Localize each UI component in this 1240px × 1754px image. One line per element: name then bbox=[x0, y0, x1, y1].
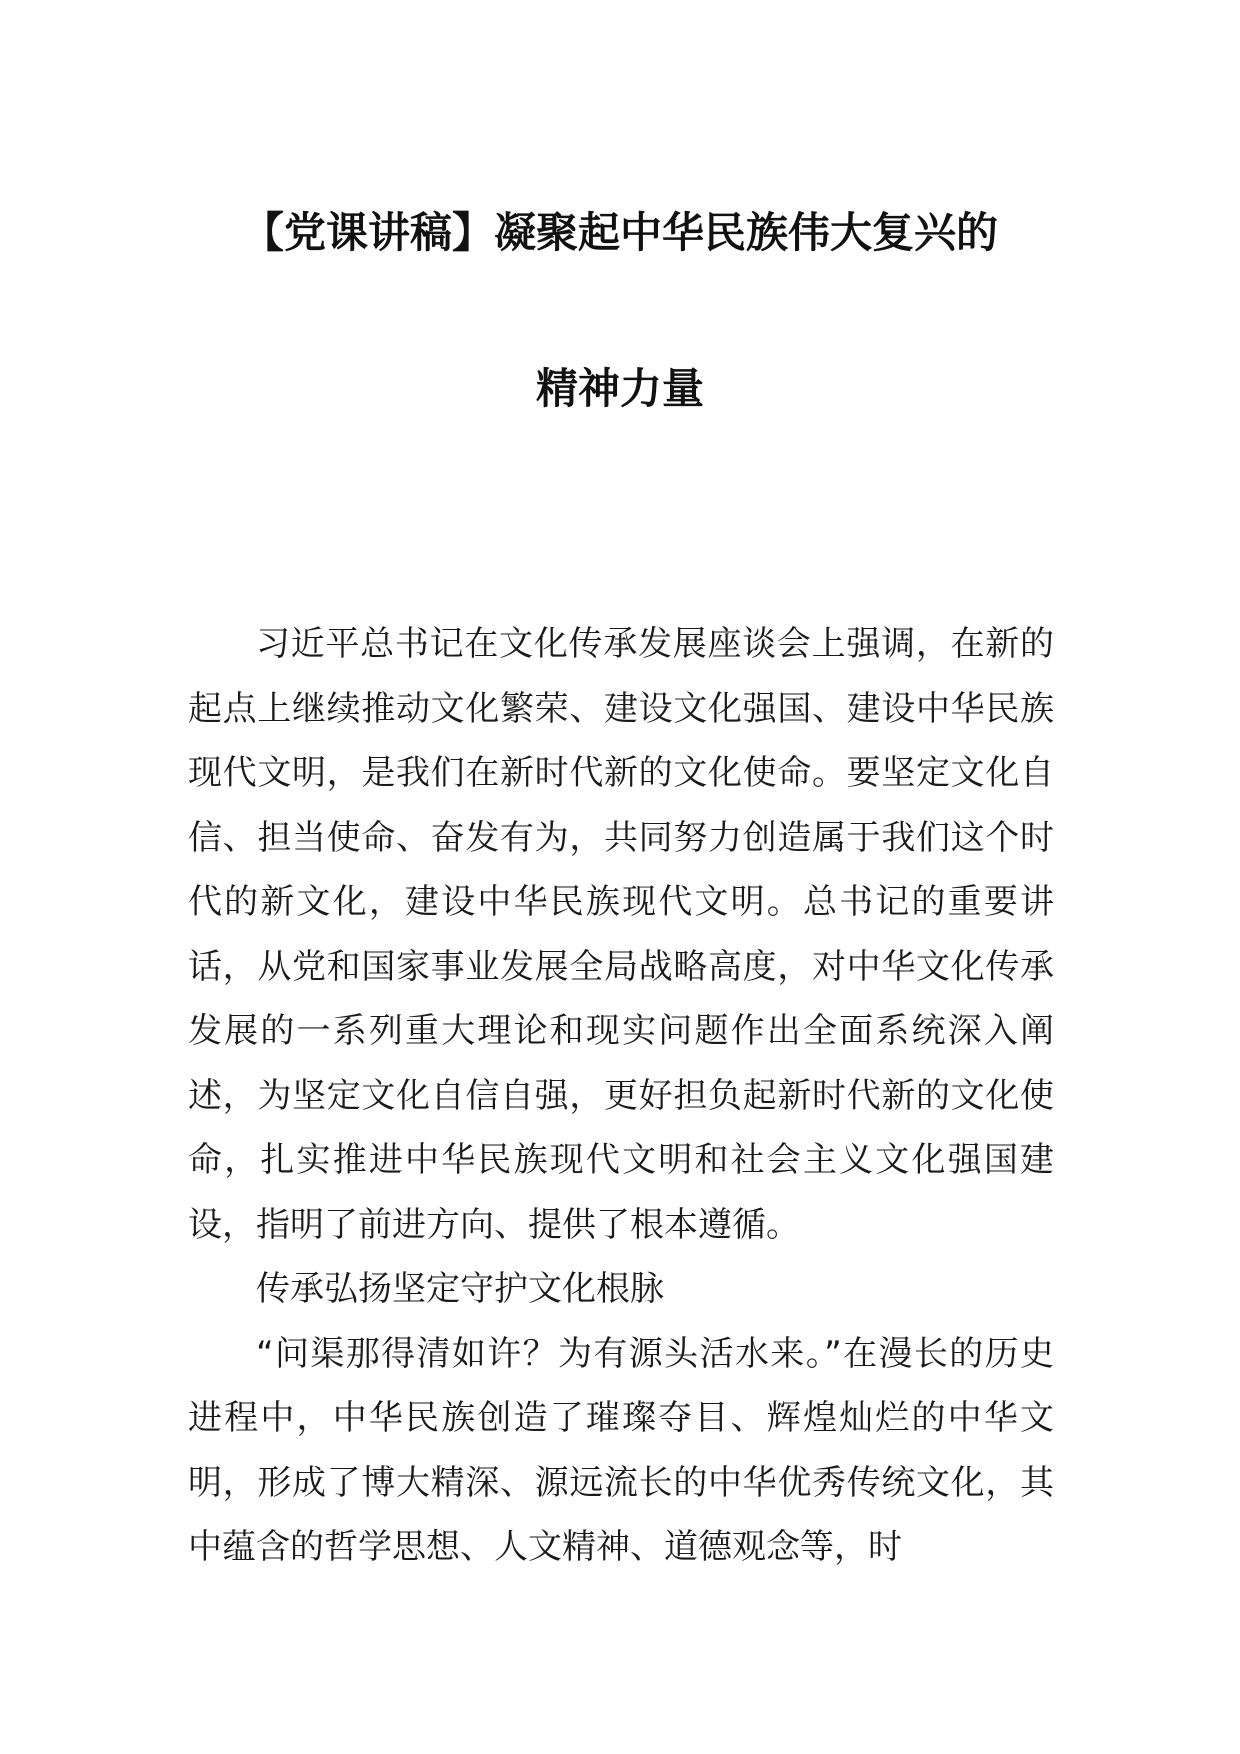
document-title-line-2: 精神力量 bbox=[535, 364, 704, 413]
document-title-line-1: 【党课讲稿】凝聚起中华民族伟大复兴的 bbox=[241, 208, 998, 257]
section-heading: 传承弘扬坚定守护文化根脉 bbox=[256, 1269, 664, 1309]
paragraph-intro: 习近平总书记在文化传承发展座谈会上强调，在新的起点上继续推动文化繁荣、建设文化强国、建设中华民族现代文明，是我们在新时代新的文化使命。要坚定文化自信、担当使命、奋发有为，共同努力创造属于我们这个时代的新文化，建设中华民族现代文明。总书记的重要讲话，从党和国家事业发展全局战略高度，对中华文化传承发展的一系列重大理论和现实问题作出全面系统深入阐述，为坚定文化自信自强，更好担负起新时代新的文化使命，扎实推进中华民族现代文明和社会主义文化强国建设，指明了前进方向、提供了根本遵循。 bbox=[188, 624, 1054, 1245]
paragraph-section-1: “问渠那得清如许？为有源头活水来。”在漫长的历史进程中，中华民族创造了璀璨夺目、辉煌灿烂的中华文明，形成了博大精深、源远流长的中华优秀传统文化，其中蕴含的哲学思想、人文精神、道德观念等，时 bbox=[188, 1333, 1054, 1567]
document-body bbox=[188, 612, 1054, 1580]
